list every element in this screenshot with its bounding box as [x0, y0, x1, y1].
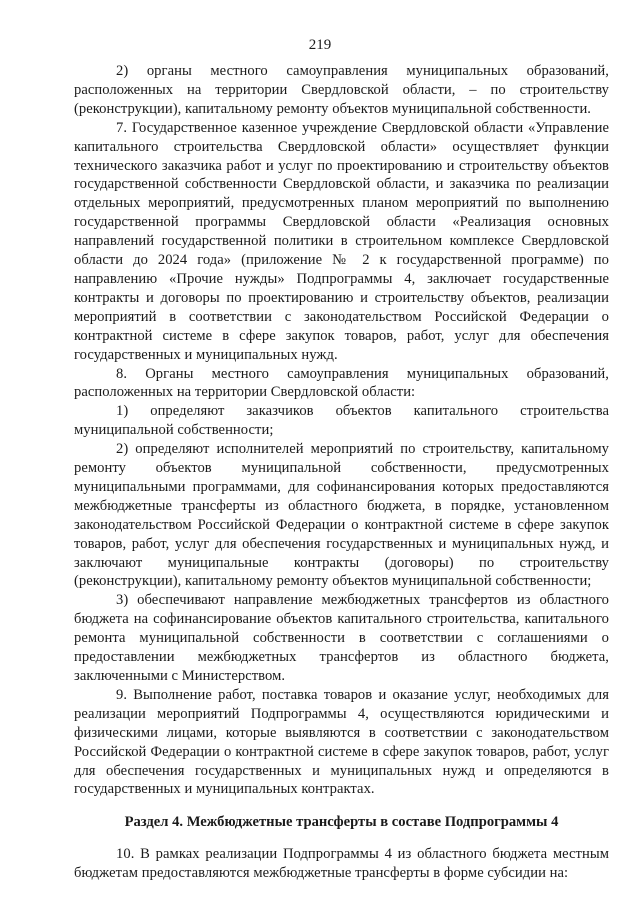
- section-4-heading: Раздел 4. Межбюджетные трансферты в составе Подпрограммы 4: [124, 814, 559, 831]
- page-number: 219: [308, 37, 332, 53]
- paragraph-9-execution: 9. Выполнение работ, поставка товаров и оказание услуг, необходимых для реализации мероприятий Подпрограммы 4, осуществляются юридическими и физическими лицами, которые выявляются в соответствии с законодательством Российской Федерации о контрактной системе в сфере закупок товаров, работ, услуг для обеспечения государственных и муниципальных нужд и определяются в государственных и муниципальных контрактах.: [74, 686, 609, 798]
- paragraph-8-item-1: 1) определяют заказчиков объектов капитального строительства муниципальной собственности;: [74, 403, 609, 439]
- paragraph-7-construction-agency: 7. Государственное казенное учреждение Свердловской области «Управление капитального строительства Свердловской области» осуществляет функции технического заказчика работ и услуг по проектированию и строительству объектов государственной собственности Свердловской области, и заказчика по реализации отдельных мероприятий, предусмотренных планом мероприятий по выполнению государственной программы Свердловской области «Реализация основных направлений государственной политики в строительном комплексе Свердловской области до 2024 года» (приложение № 2 к государственной программе) по направлению «Прочие нужды» Подпрограммы 4, заключает государственные контракты и договоры по проектированию и строительству объектов, реализации мероприятий в соответствии с законодательством Российской Федерации о контрактной системе в сфере закупок товаров, работ, услуг для обеспечения государственных и муниципальных нужд.: [74, 119, 609, 363]
- document-body: [74, 62, 609, 883]
- paragraph-8-item-2: 2) определяют исполнителей мероприятий по строительству, капитальному ремонту объектов муниципальной собственности, предусмотренных муниципальными программами, для софинансирования которых предоставляются межбюджетные трансферты из областного бюджета, в порядке, установленном законодательством Российской Федерации о контрактной системе в сфере закупок товаров, работ, услуг для обеспечения государственных и муниципальных нужд, и заключают муниципальные контракты (договоры) по строительству (реконструкции), капитальному ремонту объектов муниципальной собственности;: [74, 441, 609, 590]
- paragraph-10-subsidies: 10. В рамках реализации Подпрограммы 4 из областного бюджета местным бюджетам предоставляются межбюджетные трансферты в форме субсидии на:: [74, 846, 609, 882]
- paragraph-8-local-authorities: 8. Органы местного самоуправления муниципальных образований, расположенных на территории Свердловской области:: [74, 365, 609, 401]
- paragraph-2-local-authorities: 2) органы местного самоуправления муниципальных образований, расположенных на территории Свердловской области, – по строительству (реконструкции), капитальному ремонту объектов муниципальной собственности.: [74, 63, 609, 117]
- paragraph-8-item-3: 3) обеспечивают направление межбюджетных трансфертов из областного бюджета на софинансирование объектов капитального строительства, капитального ремонта муниципальной собственности в соответствии с соглашениями о предоставлении межбюджетных трансфертов из областного бюджета, заключенными с Министерством.: [74, 592, 609, 684]
